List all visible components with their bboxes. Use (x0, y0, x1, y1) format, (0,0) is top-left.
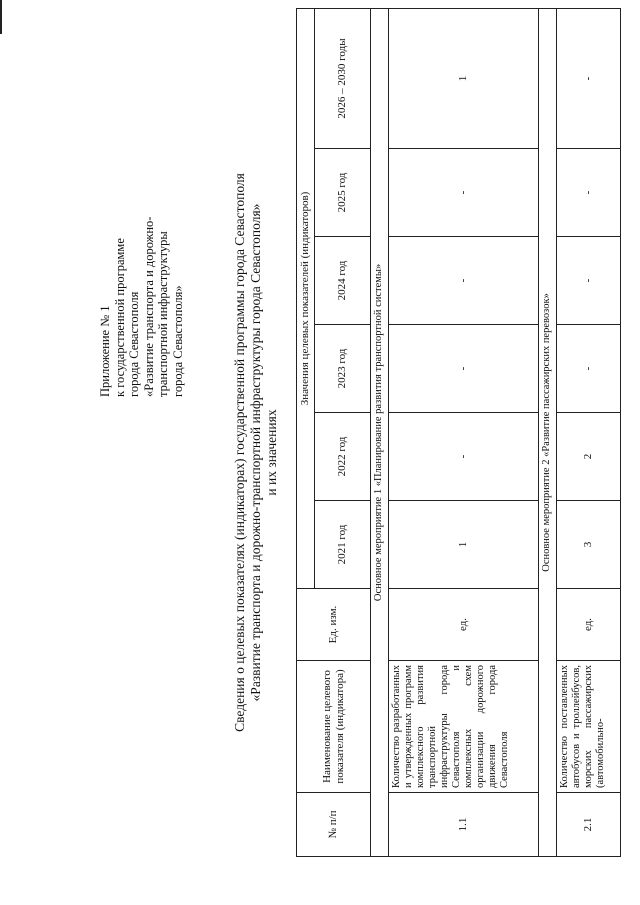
appendix-line: Приложение № 1 (98, 305, 112, 397)
indicators-table (296, 8, 621, 857)
row-value: - (556, 149, 620, 237)
section-title: Основное мероприятие 1 «Планирование развития транспортной системы» (371, 8, 389, 856)
header-year: 2021 год (315, 501, 371, 589)
section-title: Основное мероприятие 2 «Развитие пассажирских перевозок» (538, 8, 556, 856)
row-value: 2 (556, 413, 620, 501)
appendix-line: города Севастополя» (170, 285, 185, 397)
section-row (538, 8, 556, 856)
row-name: Количество разработанных и утвержденных программ комплексного развития транспортной инфраструктуры города Севастополя и комплексных схем организации дорожного движения города Севастополя (388, 661, 538, 793)
row-unit: ед. (556, 589, 620, 661)
row-value: 1 (388, 501, 538, 589)
header-unit: Ед. изм. (297, 589, 371, 661)
table-header-row (297, 8, 315, 856)
header-values-group: Значения целевых показателей (индикаторов) (297, 8, 315, 588)
header-num: № п/п (297, 793, 371, 857)
header-year: 2022 год (315, 413, 371, 501)
row-num: 1.1 (388, 793, 538, 857)
row-value: - (556, 325, 620, 413)
row-value: - (556, 8, 620, 148)
title-line: Сведения о целевых показателях (индикаторах) государственной программы города Севастополя (232, 173, 247, 732)
row-value: - (388, 149, 538, 237)
table-row (556, 8, 620, 856)
row-value: 3 (556, 501, 620, 589)
header-year: 2023 год (315, 325, 371, 413)
appendix-block (98, 97, 186, 397)
table-row (388, 8, 538, 856)
row-value: - (388, 325, 538, 413)
header-year: 2025 год (315, 149, 371, 237)
appendix-line: транспортной инфраструктуры (156, 231, 171, 397)
appendix-line: к государственной программе (112, 238, 127, 397)
row-value: - (388, 237, 538, 325)
row-num: 2.1 (556, 793, 620, 857)
header-name: Наименование целевого показателя (индикатора) (297, 661, 371, 793)
document-title (232, 0, 280, 905)
appendix-line: города Севастополя (127, 291, 142, 397)
row-value: 1 (388, 8, 538, 148)
title-line: «Развитие транспорта и дорожно-транспортной инфраструктуры города Севастополя» (248, 203, 263, 702)
title-line: и их значениях (264, 409, 279, 496)
row-value: - (388, 413, 538, 501)
header-year: 2026 – 2030 годы (315, 8, 371, 148)
header-year: 2024 год (315, 237, 371, 325)
appendix-line: «Развитие транспорта и дорожно- (141, 216, 156, 397)
row-unit: ед. (388, 589, 538, 661)
row-name: Количество поставленных автобусов и троллейбусов, морских пассажирских (автомобильно- (556, 661, 620, 793)
row-value: - (556, 237, 620, 325)
section-row (371, 8, 389, 856)
